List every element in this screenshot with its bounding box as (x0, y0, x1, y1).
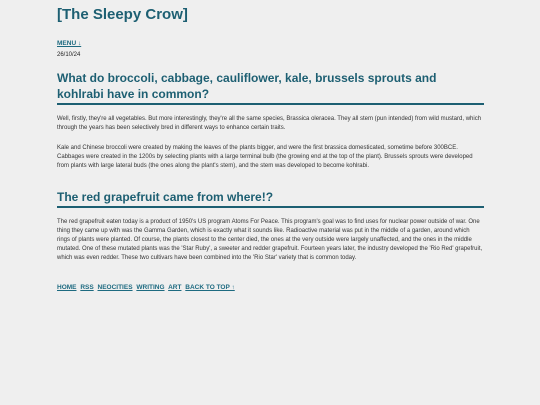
article-heading: What do broccoli, cabbage, cauliflower, kale, brussels sprouts and kohlrabi have in common? (57, 70, 484, 105)
post-date: 26/10/24 (57, 52, 81, 58)
footer-link-neocities[interactable]: NEOCITIES (97, 284, 133, 291)
article-heading: The red grapefruit came from where!? (57, 189, 484, 208)
article-paragraph: Kale and Chinese broccoli were created by making the leaves of the plants bigger, and were the first brassica domesticated, sometime before 300BCE. Cabbages were created in the 1200s by selecting plants with a large terminal bulb (the growing end at the top of the plant). Brussels sprouts were developed from plants with large lateral buds (the ones along the plant's stem), and the stem was developed to become kohlrabi. (57, 145, 473, 169)
footer-link-writing[interactable]: WRITING (136, 284, 165, 291)
footer-link-art[interactable]: ART (168, 284, 182, 291)
article-paragraph: The red grapefruit eaten today is a product of 1950's US program Atoms For Peace. This program's goal was to find uses for nuclear power outside of war. One thing they came up with was the Gamma Garden, which is exactly what it sounds like. Radioactive material was put in the middle of a garden, around which rings of plants were planted. Of course, the plants closest to the center died, the ones at the very outside were largely unaffected, and the ones in the middle mutated. One of these mutated plants was the 'Star Ruby', a sweeter and redder grapefruit. Fourteen years later, the industry developed the 'Rio Red' grapefruit, which was even redder. These two cultivars have been combined into the 'Rio Star' variety that is common today. (57, 219, 483, 261)
footer-nav (57, 284, 484, 292)
article-grapefruit (57, 189, 484, 263)
menu-link[interactable]: MENU ↓ (57, 40, 82, 47)
site-title: [The Sleepy Crow] (57, 6, 188, 23)
footer-link-home[interactable]: HOME (57, 284, 77, 291)
footer-link-back-to-top[interactable]: BACK TO TOP ↑ (185, 284, 235, 291)
article-paragraph: Well, firstly, they're all vegetables. But more interestingly, they're all the same species, Brassica oleracea. They all stem (pun intended) from wild mustard, which through the years has been selectively bred in different ways to enhance certain traits. (57, 116, 482, 131)
article-brassica (57, 70, 484, 171)
page-container (57, 0, 484, 292)
footer-link-rss[interactable]: RSS (80, 284, 94, 291)
